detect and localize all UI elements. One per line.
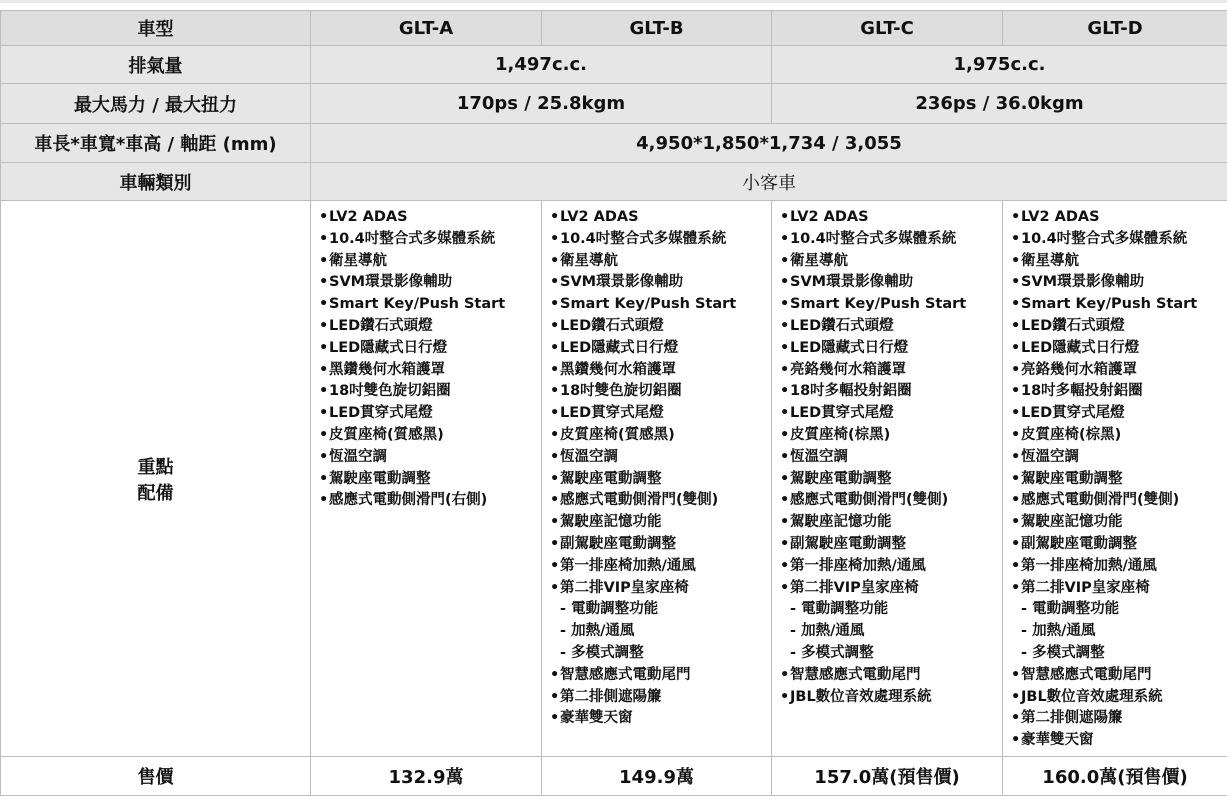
feature-text: 衛星導航 <box>560 252 618 269</box>
price-row <box>1 757 1227 796</box>
bullet-icon: • <box>1011 426 1021 443</box>
feature-item <box>780 272 996 294</box>
features-label-line1: 重點 <box>137 456 174 478</box>
bullet-icon: • <box>550 296 560 313</box>
feature-item <box>1011 207 1221 229</box>
feature-text: - 電動調整功能 <box>1021 601 1120 618</box>
feature-item <box>550 381 765 403</box>
feature-text: SVM環景影像輔助 <box>1021 274 1145 291</box>
feature-text: - 電動調整功能 <box>560 601 659 618</box>
feature-text: 18吋雙色旋切鋁圈 <box>329 383 451 400</box>
features-glt-c <box>772 201 1003 757</box>
feature-text: LV2 ADAS <box>329 209 408 225</box>
feature-text: LED隱藏式日行燈 <box>1021 339 1140 356</box>
feature-text: LED貫穿式尾燈 <box>790 405 894 422</box>
bullet-icon: • <box>319 339 329 356</box>
bullet-icon: • <box>780 666 790 683</box>
feature-text: 豪華雙天窗 <box>560 710 633 727</box>
feature-text: JBL數位音效處理系統 <box>790 688 932 705</box>
features-label-line2: 配備 <box>137 482 174 504</box>
feature-text: 皮質座椅(質感黑) <box>560 426 675 443</box>
feature-text: LV2 ADAS <box>790 209 869 225</box>
feature-text: 第一排座椅加熱/通風 <box>790 557 926 574</box>
model-glt-b: GLT-B <box>542 11 772 46</box>
feature-item <box>1011 251 1221 273</box>
feature-text: 駕駛座電動調整 <box>1021 470 1123 487</box>
feature-text: 感應式電動側滑門(雙側) <box>1021 492 1180 509</box>
bullet-icon: • <box>780 383 790 400</box>
feature-item <box>550 599 765 621</box>
bullet-icon: • <box>1011 296 1021 313</box>
feature-text: 18吋多輻投射鋁圈 <box>790 383 912 400</box>
feature-item <box>550 360 765 382</box>
feature-text: SVM環景影像輔助 <box>560 274 684 291</box>
model-glt-c: GLT-C <box>772 11 1003 46</box>
bullet-icon: • <box>780 535 790 552</box>
bullet-icon: • <box>1011 470 1021 487</box>
bullet-icon: • <box>550 514 560 531</box>
feature-text: 駕駛座記憶功能 <box>1021 514 1123 531</box>
feature-item <box>780 381 996 403</box>
feature-item <box>1011 360 1221 382</box>
bullet-icon: • <box>1011 252 1021 269</box>
feature-text: 豪華雙天窗 <box>1021 732 1094 749</box>
feature-item <box>550 469 765 491</box>
feature-item <box>780 316 996 338</box>
feature-text: 18吋雙色旋切鋁圈 <box>560 383 682 400</box>
bullet-icon: • <box>1011 688 1021 705</box>
feature-text: 感應式電動側滑門(雙側) <box>560 492 719 509</box>
bullet-icon: • <box>550 579 560 596</box>
feature-item <box>550 534 765 556</box>
feature-text: 副駕駛座電動調整 <box>560 535 676 552</box>
top-divider <box>0 0 1227 3</box>
feature-text: 衛星導航 <box>329 252 387 269</box>
bullet-icon: • <box>550 339 560 356</box>
feature-item <box>1011 403 1221 425</box>
feature-item <box>1011 556 1221 578</box>
feature-text: 亮鉻幾何水箱護罩 <box>1021 361 1137 378</box>
power-ab: 170ps / 25.8kgm <box>311 84 772 124</box>
feature-item <box>550 403 765 425</box>
feature-item <box>319 360 535 382</box>
feature-item <box>550 556 765 578</box>
feature-text: 駕駛座記憶功能 <box>560 514 662 531</box>
feature-item <box>550 338 765 360</box>
feature-text: Smart Key/Push Start <box>329 296 506 313</box>
feature-text: 智慧感應式電動尾門 <box>560 666 691 683</box>
bullet-icon: • <box>319 274 329 291</box>
feature-item <box>780 338 996 360</box>
feature-text: LED鑽石式頭燈 <box>790 317 894 334</box>
feature-text: 智慧感應式電動尾門 <box>790 666 921 683</box>
feature-item <box>1011 730 1221 752</box>
features-glt-a <box>311 201 542 757</box>
feature-text: 黑鑽幾何水箱護罩 <box>329 361 445 378</box>
feature-text: 恆溫空調 <box>790 448 848 465</box>
feature-item <box>1011 534 1221 556</box>
feature-text: 感應式電動側滑門(右側) <box>329 492 488 509</box>
bullet-icon: • <box>780 557 790 574</box>
bullet-icon: • <box>550 557 560 574</box>
feature-item <box>1011 469 1221 491</box>
feature-text: 皮質座椅(質感黑) <box>329 426 444 443</box>
feature-text: Smart Key/Push Start <box>560 296 737 313</box>
price-glt-c: 157.0萬(預售價) <box>772 757 1003 796</box>
price-glt-b: 149.9萬 <box>542 757 772 796</box>
bullet-icon: • <box>550 383 560 400</box>
feature-text: 衛星導航 <box>1021 252 1079 269</box>
feature-item <box>1011 447 1221 469</box>
feature-item <box>319 229 535 251</box>
dimensions-row <box>1 124 1227 163</box>
feature-item <box>550 316 765 338</box>
bullet-icon: • <box>780 492 790 509</box>
feature-text: 第一排座椅加熱/通風 <box>560 557 696 574</box>
feature-item <box>319 447 535 469</box>
feature-text: 恆溫空調 <box>1021 448 1079 465</box>
bullet-icon: • <box>319 405 329 422</box>
feature-text: 亮鉻幾何水箱護罩 <box>790 361 906 378</box>
bullet-icon: • <box>550 317 560 334</box>
bullet-icon: • <box>1011 361 1021 378</box>
feature-item <box>550 512 765 534</box>
feature-item <box>550 687 765 709</box>
feature-text: 第二排VIP皇家座椅 <box>560 579 689 596</box>
feature-item <box>550 251 765 273</box>
feature-item <box>780 643 996 665</box>
feature-item <box>1011 621 1221 643</box>
feature-text: LED貫穿式尾燈 <box>1021 405 1125 422</box>
feature-text: 第二排側遮陽簾 <box>560 688 662 705</box>
bullet-icon: • <box>550 209 560 225</box>
bullet-icon: • <box>319 470 329 487</box>
feature-text: 10.4吋整合式多媒體系統 <box>560 230 727 247</box>
bullet-icon: • <box>1011 383 1021 400</box>
bullet-icon: • <box>780 252 790 269</box>
features-label <box>1 201 311 757</box>
feature-item <box>780 294 996 316</box>
feature-text: - 多模式調整 <box>790 644 874 661</box>
bullet-icon: • <box>1011 732 1021 749</box>
bullet-icon: • <box>550 470 560 487</box>
category-label: 車輛類別 <box>1 163 311 201</box>
feature-item <box>1011 338 1221 360</box>
dimensions-label: 車長*車寬*車高 / 軸距 (mm) <box>1 124 311 163</box>
bullet-icon: • <box>550 492 560 509</box>
feature-item <box>1011 512 1221 534</box>
price-glt-d: 160.0萬(預售價) <box>1003 757 1227 796</box>
features-glt-b <box>542 201 772 757</box>
feature-text: 第一排座椅加熱/通風 <box>1021 557 1157 574</box>
bullet-icon: • <box>1011 339 1021 356</box>
feature-item <box>780 665 996 687</box>
feature-item <box>319 469 535 491</box>
feature-item <box>550 272 765 294</box>
feature-item <box>780 512 996 534</box>
feature-text: - 多模式調整 <box>560 644 644 661</box>
feature-text: 10.4吋整合式多媒體系統 <box>1021 230 1188 247</box>
price-glt-a: 132.9萬 <box>311 757 542 796</box>
bullet-icon: • <box>1011 514 1021 531</box>
feature-item <box>550 447 765 469</box>
feature-text: - 加熱/通風 <box>560 623 635 640</box>
feature-item <box>319 207 535 229</box>
feature-text: LED隱藏式日行燈 <box>790 339 909 356</box>
feature-item <box>319 425 535 447</box>
feature-text: Smart Key/Push Start <box>1021 296 1198 313</box>
category-value: 小客車 <box>311 163 1227 201</box>
bullet-icon: • <box>550 361 560 378</box>
bullet-icon: • <box>550 426 560 443</box>
spec-table <box>0 10 1227 796</box>
feature-text: Smart Key/Push Start <box>790 296 967 313</box>
bullet-icon: • <box>780 579 790 596</box>
feature-text: 10.4吋整合式多媒體系統 <box>329 230 496 247</box>
feature-item <box>550 665 765 687</box>
header-row <box>1 11 1227 46</box>
feature-item <box>780 687 996 709</box>
bullet-icon: • <box>319 317 329 334</box>
bullet-icon: • <box>1011 535 1021 552</box>
bullet-icon: • <box>319 448 329 465</box>
bullet-icon: • <box>319 252 329 269</box>
bullet-icon: • <box>550 405 560 422</box>
feature-item <box>780 207 996 229</box>
feature-text: SVM環景影像輔助 <box>790 274 914 291</box>
feature-item <box>319 490 535 512</box>
feature-item <box>1011 490 1221 512</box>
bullet-icon: • <box>1011 710 1021 727</box>
feature-item <box>780 621 996 643</box>
feature-text: LED貫穿式尾燈 <box>560 405 664 422</box>
power-row <box>1 84 1227 124</box>
feature-text: 恆溫空調 <box>329 448 387 465</box>
feature-text: 駕駛座記憶功能 <box>790 514 892 531</box>
bullet-icon: • <box>780 514 790 531</box>
bullet-icon: • <box>1011 209 1021 225</box>
features-glt-d <box>1003 201 1227 757</box>
bullet-icon: • <box>319 230 329 247</box>
feature-text: 副駕駛座電動調整 <box>790 535 906 552</box>
feature-text: 副駕駛座電動調整 <box>1021 535 1137 552</box>
displacement-row <box>1 46 1227 84</box>
bullet-icon: • <box>1011 274 1021 291</box>
bullet-icon: • <box>550 230 560 247</box>
bullet-icon: • <box>319 209 329 225</box>
bullet-icon: • <box>780 470 790 487</box>
bullet-icon: • <box>780 209 790 225</box>
bullet-icon: • <box>780 361 790 378</box>
feature-item <box>780 578 996 600</box>
feature-item <box>1011 425 1221 447</box>
feature-item <box>780 556 996 578</box>
feature-text: 感應式電動側滑門(雙側) <box>790 492 949 509</box>
feature-text: LED鑽石式頭燈 <box>329 317 433 334</box>
bullet-icon: • <box>550 274 560 291</box>
bullet-icon: • <box>780 448 790 465</box>
bullet-icon: • <box>550 252 560 269</box>
feature-item <box>780 469 996 491</box>
feature-text: 皮質座椅(棕黑) <box>1021 426 1122 443</box>
feature-item <box>319 381 535 403</box>
power-label: 最大馬力 / 最大扭力 <box>1 84 311 124</box>
bullet-icon: • <box>550 666 560 683</box>
feature-text: 18吋多輻投射鋁圈 <box>1021 383 1143 400</box>
feature-text: 恆溫空調 <box>560 448 618 465</box>
bullet-icon: • <box>1011 405 1021 422</box>
feature-item <box>780 534 996 556</box>
feature-item <box>550 621 765 643</box>
feature-item <box>550 643 765 665</box>
bullet-icon: • <box>780 688 790 705</box>
feature-text: - 加熱/通風 <box>1021 623 1096 640</box>
feature-text: 皮質座椅(棕黑) <box>790 426 891 443</box>
feature-item <box>550 207 765 229</box>
feature-text: LED隱藏式日行燈 <box>560 339 679 356</box>
feature-item <box>780 599 996 621</box>
feature-item <box>550 425 765 447</box>
feature-item <box>1011 316 1221 338</box>
feature-item <box>319 403 535 425</box>
bullet-icon: • <box>1011 579 1021 596</box>
feature-item <box>550 294 765 316</box>
bullet-icon: • <box>319 383 329 400</box>
feature-item <box>1011 665 1221 687</box>
feature-text: JBL數位音效處理系統 <box>1021 688 1163 705</box>
feature-item <box>1011 381 1221 403</box>
feature-item <box>780 360 996 382</box>
feature-text: LV2 ADAS <box>560 209 639 225</box>
feature-text: 駕駛座電動調整 <box>790 470 892 487</box>
feature-item <box>780 251 996 273</box>
feature-item <box>780 490 996 512</box>
feature-item <box>1011 272 1221 294</box>
feature-text: - 多模式調整 <box>1021 644 1105 661</box>
category-row <box>1 163 1227 201</box>
displacement-label: 排氣量 <box>1 46 311 84</box>
bullet-icon: • <box>780 296 790 313</box>
bullet-icon: • <box>319 296 329 313</box>
feature-text: 駕駛座電動調整 <box>560 470 662 487</box>
feature-text: LED鑽石式頭燈 <box>1021 317 1125 334</box>
feature-text: 第二排側遮陽簾 <box>1021 710 1123 727</box>
bullet-icon: • <box>780 426 790 443</box>
feature-item <box>1011 708 1221 730</box>
feature-text: 駕駛座電動調整 <box>329 470 431 487</box>
feature-text: SVM環景影像輔助 <box>329 274 453 291</box>
feature-item <box>319 251 535 273</box>
bullet-icon: • <box>1011 666 1021 683</box>
price-label: 售價 <box>1 757 311 796</box>
bullet-icon: • <box>780 230 790 247</box>
bullet-icon: • <box>319 492 329 509</box>
feature-item <box>780 425 996 447</box>
bullet-icon: • <box>550 535 560 552</box>
model-glt-d: GLT-D <box>1003 11 1227 46</box>
feature-item <box>319 272 535 294</box>
bullet-icon: • <box>550 710 560 727</box>
feature-item <box>319 338 535 360</box>
feature-item <box>1011 599 1221 621</box>
bullet-icon: • <box>550 688 560 705</box>
feature-item <box>550 490 765 512</box>
feature-text: 10.4吋整合式多媒體系統 <box>790 230 957 247</box>
features-row <box>1 201 1227 757</box>
feature-item <box>780 447 996 469</box>
feature-text: LED貫穿式尾燈 <box>329 405 433 422</box>
feature-item <box>1011 294 1221 316</box>
bullet-icon: • <box>780 317 790 334</box>
feature-item <box>550 229 765 251</box>
bullet-icon: • <box>1011 230 1021 247</box>
power-cd: 236ps / 36.0kgm <box>772 84 1227 124</box>
bullet-icon: • <box>319 426 329 443</box>
bullet-icon: • <box>1011 448 1021 465</box>
bullet-icon: • <box>319 361 329 378</box>
feature-text: 第二排VIP皇家座椅 <box>1021 579 1150 596</box>
feature-item <box>1011 687 1221 709</box>
bullet-icon: • <box>1011 317 1021 334</box>
bullet-icon: • <box>780 405 790 422</box>
bullet-icon: • <box>780 339 790 356</box>
feature-text: - 電動調整功能 <box>790 601 889 618</box>
feature-text: LV2 ADAS <box>1021 209 1100 225</box>
feature-text: 黑鑽幾何水箱護罩 <box>560 361 676 378</box>
bullet-icon: • <box>1011 492 1021 509</box>
displacement-ab: 1,497c.c. <box>311 46 772 84</box>
feature-item <box>319 316 535 338</box>
feature-item <box>780 403 996 425</box>
feature-item <box>550 708 765 730</box>
model-header-label: 車型 <box>1 11 311 46</box>
feature-item <box>1011 229 1221 251</box>
dimensions-value: 4,950*1,850*1,734 / 3,055 <box>311 124 1227 163</box>
model-glt-a: GLT-A <box>311 11 542 46</box>
feature-item <box>1011 578 1221 600</box>
feature-item <box>1011 643 1221 665</box>
bullet-icon: • <box>1011 557 1021 574</box>
feature-text: - 加熱/通風 <box>790 623 865 640</box>
feature-text: 第二排VIP皇家座椅 <box>790 579 919 596</box>
bullet-icon: • <box>780 274 790 291</box>
feature-text: LED隱藏式日行燈 <box>329 339 448 356</box>
bullet-icon: • <box>550 448 560 465</box>
feature-item <box>550 578 765 600</box>
displacement-cd: 1,975c.c. <box>772 46 1227 84</box>
feature-text: 衛星導航 <box>790 252 848 269</box>
feature-item <box>319 294 535 316</box>
feature-item <box>780 229 996 251</box>
feature-text: LED鑽石式頭燈 <box>560 317 664 334</box>
feature-text: 智慧感應式電動尾門 <box>1021 666 1152 683</box>
